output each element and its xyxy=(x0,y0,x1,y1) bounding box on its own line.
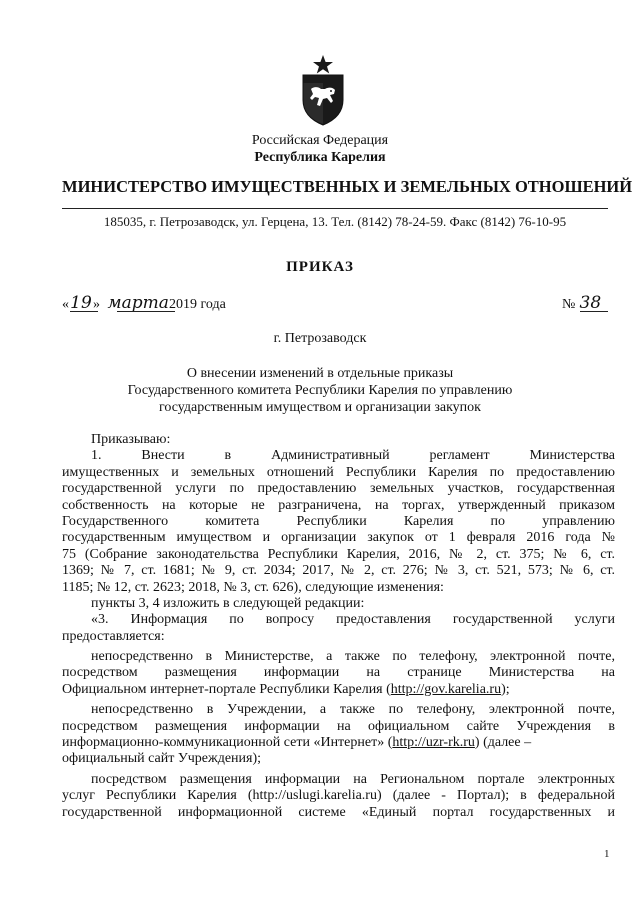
body-line: Официальном интернет-портале Республики Карелия (http://gov.karelia.ru); xyxy=(62,681,510,697)
header-divider xyxy=(62,208,608,209)
body-line: посредством размещения информации на странице Министерства на xyxy=(62,665,615,681)
uzr-rk-link[interactable]: http://uzr-rk.ru xyxy=(392,735,475,751)
body-line: непосредственно в Учреждении, а также по телефону, электронной почте, xyxy=(91,702,615,718)
date-quote-open: « xyxy=(62,297,69,312)
body-line: непосредственно в Министерстве, а также по телефону, электронной почте, xyxy=(91,649,615,665)
date-year: 2019 года xyxy=(169,297,226,312)
subject-line-1: О внесении изменений в отдельные приказы xyxy=(186,366,454,381)
body-line: собственность на которые не разграничена, на торгах, утвержденный приказом xyxy=(62,497,615,513)
body-line: услуг Республики Карелия (http://uslugi.karelia.ru) (далее - Портал); в федеральной xyxy=(62,788,615,804)
body-line: посредством размещения информации на Региональном портале электронных xyxy=(91,771,615,787)
number-handwritten: 38 xyxy=(579,293,602,313)
body-line: государственной услуги по предоставлению земельных участков, государственная xyxy=(62,481,615,497)
country-name: Российская Федерация xyxy=(251,133,389,148)
gov-karelia-link[interactable]: http://gov.karelia.ru xyxy=(390,681,502,697)
document-body xyxy=(62,432,615,821)
body-line: государственной информационной системе «Единый портал государственных и xyxy=(62,804,615,820)
body-line: информационно-коммуникационной сети «Интернет» (http://uzr-rk.ru) (далее – xyxy=(62,735,532,751)
body-line: 1185; № 12, ст. 2623; 2018, № 3, ст. 626), следующие изменения: xyxy=(62,579,444,595)
body-line: государственным имуществом и организации закупок от 1 февраля 2016 года № xyxy=(62,530,615,546)
ministry-title: МИНИСТЕРСТВО ИМУЩЕСТВЕННЫХ И ЗЕМЕЛЬНЫХ ОТНОШЕНИЙ xyxy=(62,177,633,196)
document-date xyxy=(62,293,226,313)
body-line: «3. Информация по вопросу предоставления государственной услуги xyxy=(91,612,615,628)
document-city: г. Петрозаводск xyxy=(273,331,367,346)
region-name: Республика Карелия xyxy=(254,150,386,165)
subject-line-3: государственным имуществом и организации закупок xyxy=(159,400,481,415)
page-number: 1 xyxy=(604,848,610,860)
karelia-coat-of-arms-icon xyxy=(300,54,346,126)
document-number xyxy=(562,293,605,313)
body-line: 1369; № 7, ст. 1681; № 9, ст. 2034; 2017, № 2, ст. 276; № 3, ст. 521, 573; № 6, ст. xyxy=(62,563,615,579)
body-line: 75 (Собрание законодательства Республики Карелия, 2016, № 2, ст. 375; № 6, ст. xyxy=(62,546,615,562)
body-line: Приказываю: xyxy=(91,432,171,447)
body-line: предоставляется: xyxy=(62,628,165,644)
body-line: 1. Внести в Административный регламент Министерства xyxy=(91,448,615,464)
subject-line-2: Государственного комитета Республики Карелия по управлению xyxy=(127,383,513,398)
body-line: пункты 3, 4 изложить в следующей редакции: xyxy=(91,595,365,611)
body-line: официальный сайт Учреждения); xyxy=(62,751,262,767)
body-line: Государственного комитета Республики Карелия по управлению xyxy=(62,513,615,529)
body-line: имущественных и земельных отношений Республики Карелия по предоставлению xyxy=(62,464,615,480)
document-type: ПРИКАЗ xyxy=(286,259,354,275)
ministry-address: 185035, г. Петрозаводск, ул. Герцена, 13. Тел. (8142) 78-24-59. Факс (8142) 76-10-95 xyxy=(103,214,567,229)
body-line: посредством размещения информации на официальном сайте Учреждения в xyxy=(62,718,615,734)
date-month-handwritten: марта xyxy=(107,293,169,313)
date-day-handwritten: 19 xyxy=(70,293,92,313)
date-month-underline xyxy=(117,311,175,312)
date-day-underline xyxy=(70,311,98,312)
number-label: № xyxy=(562,297,576,312)
number-underline xyxy=(580,311,608,312)
date-quote-close: » xyxy=(93,297,100,312)
